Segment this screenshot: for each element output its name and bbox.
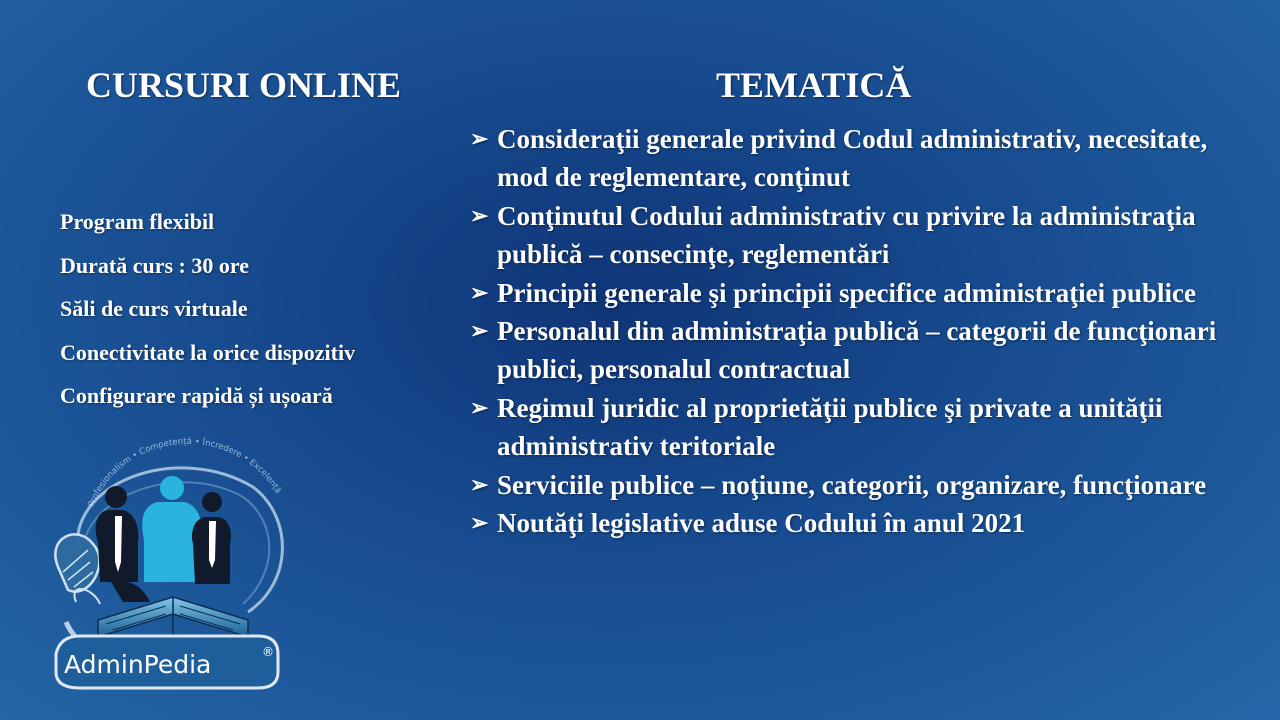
topic-item [470,274,1260,312]
topic-item [470,466,1260,504]
arrow-bullet-icon: ➢ [470,279,489,305]
feature-item: Săli de curs virtuale [60,296,248,321]
arrow-bullet-icon: ➢ [470,202,489,228]
arrow-bullet-icon: ➢ [470,318,489,344]
arrow-bullet-icon: ➢ [470,126,489,151]
topic-text: Regimul juridic al proprietăţii publice şi private a unităţii administrativ teritoriale [497,392,1163,462]
topics-title: TEMATICĂ [716,65,912,105]
topic-item [470,312,1260,389]
logo-text: AdminPedia [64,650,212,679]
adminpedia-logo [38,432,300,698]
topic-text: Principii generale şi principii specifice administraţiei publice [497,277,1196,308]
logo-arc-textpath: Profesionalism • Competență • Încredere • Excelență [86,436,283,509]
topic-text: Serviciile publice – noţiune, categorii, organizare, funcţionare [497,469,1207,500]
features-list [60,200,355,418]
topic-text: Personalul din administraţia publică – categorii de funcţionari publici, personalul contractual [497,316,1217,385]
topic-item [470,120,1260,197]
topic-item [470,504,1260,542]
logo-registered-mark: ® [262,645,274,659]
feature-item: Conectivitate la orice dispozitiv [60,339,356,365]
feature-item: Durată curs : 30 ore [60,252,249,278]
arrow-bullet-icon: ➢ [470,471,489,497]
topic-text: Noutăţi legislative aduse Codului în anul 2021 [497,508,1026,539]
arrow-bullet-icon: ➢ [470,510,489,536]
feature-item: Program flexibil [60,209,215,234]
feature-item: Configurare rapidă și ușoară [60,383,333,408]
topic-item [470,197,1260,274]
topic-text: Conţinutul Codului administrativ cu privire la administraţia publică – consecinţe, reglementări [497,200,1196,270]
topics-list [470,120,1260,542]
courses-title: CURSURI ONLINE [86,65,402,105]
topic-item [470,389,1260,466]
topic-text: Consideraţii generale privind Codul administrativ, necesitate, mod de reglementare, conţinut [497,124,1208,193]
arrow-bullet-icon: ➢ [470,394,489,420]
